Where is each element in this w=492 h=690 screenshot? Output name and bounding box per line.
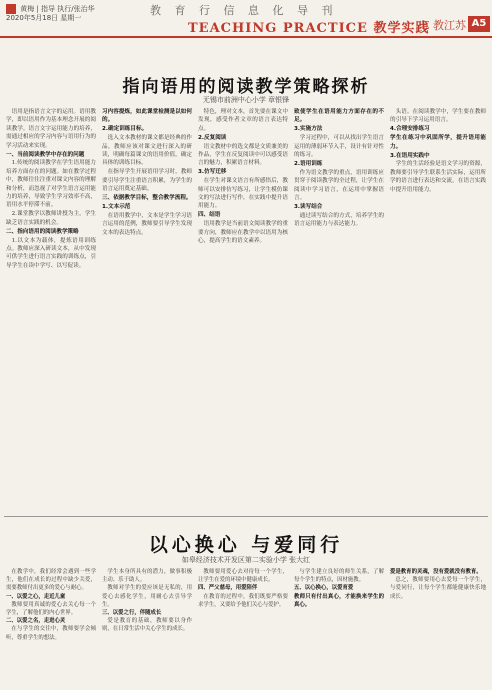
paragraph: 爱是教育的灵魂，没有爱就没有教育。 bbox=[390, 569, 482, 575]
paragraph: 二、指向语用的阅读教学策略 bbox=[6, 228, 79, 235]
paragraph: 在教育的过程中，我们既要严格要求学生，又要给予他们关心与爱护。 bbox=[198, 593, 288, 608]
paragraph: 二、以爱之名，走进心灵 bbox=[6, 618, 66, 625]
masthead bbox=[0, 0, 492, 38]
paragraph: 1.以文本为载体，提炼语用训练点。教师应深入研读文本，从中发现可供学生进行语言实践的训练点，引导学生在读中学写、以写促读。 bbox=[6, 237, 96, 269]
paragraph: 3.实施方法 bbox=[294, 126, 323, 133]
publication-info bbox=[6, 4, 95, 23]
paragraph: 选入文本教材的课文都是经典的作品，教师应该对课文进行深入的研读，明确每篇课文的语用价值，确定具体的训练目标。 bbox=[102, 135, 192, 167]
article2-column-2 bbox=[102, 568, 192, 686]
paragraph: 与学生建立良好的师生关系，了解每个学生的特点，因材施教。 bbox=[294, 569, 384, 584]
paragraph: 2.课堂教学以教师讲授为主，学生缺乏语言实践的机会。 bbox=[6, 211, 96, 226]
paragraph: 致使学生在语用能力方面存在的不足。 bbox=[294, 109, 384, 124]
section-title bbox=[188, 17, 429, 36]
paragraph: 五、以心换心，以爱育爱 bbox=[294, 585, 354, 592]
article1-title: 指向语用的阅读教学策略探析 bbox=[122, 77, 370, 97]
paragraph: 三、依据教学目标，整合教学流程。 bbox=[102, 195, 192, 202]
paragraph: 1.传统的阅读教学在学生语用能力培养方面存在的问题。如在教学过程中，教师往往注重对课文内容的理解和分析，而忽视了对学生语言运用能力的培养，导致学生学习效率不高，语用水平停滞不前。 bbox=[6, 160, 96, 209]
paragraph: 语用教学是当前语文阅读教学的重要方向，教师应在教学中以语用为核心，提高学生的语文素养。 bbox=[198, 221, 288, 245]
paragraph: 3.读写结合 bbox=[294, 203, 323, 210]
article1-column-2 bbox=[102, 108, 192, 512]
section-divider bbox=[4, 516, 488, 517]
section-title-en: TEACHING PRACTICE bbox=[188, 21, 368, 36]
issue-date: 2020年5月18日 星期一 bbox=[6, 14, 82, 22]
paragraph: 学生本身所具有的潜力，做事积极主动、乐于助人。 bbox=[102, 569, 192, 584]
article2-column-1 bbox=[6, 568, 96, 686]
paragraph: 头语。在阅读教学中，学生要在教师的引导下学习运用语言。 bbox=[390, 109, 486, 124]
paragraph: 在语用教学中，文本是学生学习语言运用的范例，教师要引导学生发现文本的表达特点。 bbox=[102, 212, 192, 236]
paragraph: 语文教材中的选文都是文质兼美的作品，学生在反复阅读中可以感受语言的魅力，积累语言材料。 bbox=[198, 143, 288, 167]
paragraph: 3.仿写迁移 bbox=[198, 169, 227, 176]
newspaper-logo-icon bbox=[6, 4, 16, 14]
editor-name: E 教江苏 bbox=[421, 19, 466, 32]
paragraph: 2.确定训练目标。 bbox=[102, 126, 148, 133]
paragraph: 学生的生活经验是语文学习的资源，教师要引导学生联系生活实际，运用所学的语言进行表达和交流，在语言实践中提升语用能力。 bbox=[390, 161, 486, 193]
article1-column-3 bbox=[198, 108, 288, 512]
paragraph: 教师对学生的爱应该是无私的，用爱心去感化学生，用耐心去引导学生。 bbox=[102, 585, 192, 608]
paragraph: 2.语用训练 bbox=[294, 160, 323, 167]
paragraph: 作为语文教学的重点，语用训练应贯穿于阅读教学的全过程，让学生在阅读中学习语言，在运用中掌握语言。 bbox=[294, 169, 384, 202]
article2-column-5 bbox=[390, 568, 486, 686]
article1-column-1 bbox=[6, 108, 96, 512]
paragraph: 教师要用真诚的爱心去关心每一个学生，了解他们的内心世界。 bbox=[6, 601, 96, 617]
paragraph: 一、当前阅读教学中存在的问题 bbox=[6, 151, 85, 158]
paragraph: 特色，理对文本，首先要在课文中发现，感受作者文章的语言表达特点。 bbox=[198, 109, 288, 132]
paragraph: 教师要用爱心去对待每一个学生，让学生在爱的环境中健康成长。 bbox=[198, 569, 288, 584]
paragraph: 语用是指语言文字的运用。语用教学，即以语用作为基本理念开展的阅读教学。语言文字运用能力的培养，需通过相应的学习内容与语用行为的学习活动来实现。 bbox=[6, 109, 96, 149]
paragraph: 在与学生的交往中，教师要学会倾听，尊重学生的想法。 bbox=[6, 626, 96, 641]
paragraph: 学生在练习中巩固所学，提升语用能力。 bbox=[390, 135, 486, 150]
paragraph: 一、以爱之心，走近儿童 bbox=[6, 593, 66, 600]
editor-note: 执行/张治华 bbox=[57, 5, 95, 13]
article2-column-3 bbox=[198, 568, 288, 686]
paragraph: 3.在语用实践中 bbox=[390, 152, 430, 159]
paragraph: 2.反复阅读 bbox=[198, 134, 227, 141]
page-number-badge: A5 bbox=[468, 16, 490, 32]
paragraph: 教师只有付出真心，才能换来学生的真心。 bbox=[294, 593, 384, 608]
article1-column-5 bbox=[390, 108, 486, 512]
paragraph: 在教学中，我们经常会遇到一些学生，他们在成长的过程中缺少关爱，需要教师付出更多的爱心与耐心。 bbox=[6, 569, 96, 592]
paragraph: 学习过程中，可以从找出学生语言运用的薄弱环节入手，设计有针对性的练习。 bbox=[294, 135, 384, 159]
paragraph: 爱是教育的基础，教师要以身作则，在日常生活中关心学生的成长。 bbox=[102, 618, 192, 633]
article1-column-4 bbox=[294, 108, 384, 512]
article2-title: 以心换心 与爱同行 bbox=[148, 534, 344, 556]
section-title-zh: 教学实践 bbox=[373, 21, 430, 36]
article1-byline: 无锡市前洲中心小学 章银锋 bbox=[202, 96, 290, 104]
paragraph: 四、严父慈母，用爱陪伴 bbox=[198, 585, 258, 592]
paragraph: 四、结语 bbox=[198, 212, 221, 219]
paragraph: 在指导学生开展语用学习时，教师要引导学生注重语言积累，为学生的语言运用奠定基础。 bbox=[102, 169, 192, 193]
paragraph: 总之，教师要用心去爱每一个学生，与爱同行，让每个学生都能健康快乐地成长。 bbox=[390, 577, 486, 600]
paragraph: 三、以爱之行，伴随成长 bbox=[102, 610, 162, 617]
masthead-slogan: 教 育 行 信 息 化 导 刊 bbox=[150, 4, 338, 17]
paragraph: 1.文本示范 bbox=[102, 203, 131, 210]
article2-byline: 如皋经济技术开发区第二实验小学 张大红 bbox=[181, 556, 311, 564]
article2-column-4 bbox=[294, 568, 384, 686]
paragraph: 习内容提炼，如此课堂检测是以如何的。 bbox=[102, 109, 192, 124]
paragraph: 4.合理安排练习 bbox=[390, 126, 430, 133]
publication-name: 黄梅 | 指导 bbox=[20, 5, 56, 13]
paragraph: 在学生对课文语言有所感悟后，教师可以安排仿写练习，让学生模仿课文的写法进行写作，在实践中提升语用能力。 bbox=[198, 178, 288, 210]
paragraph: 通过读写结合的方式，培养学生的语言运用能力与表达能力。 bbox=[294, 212, 384, 228]
